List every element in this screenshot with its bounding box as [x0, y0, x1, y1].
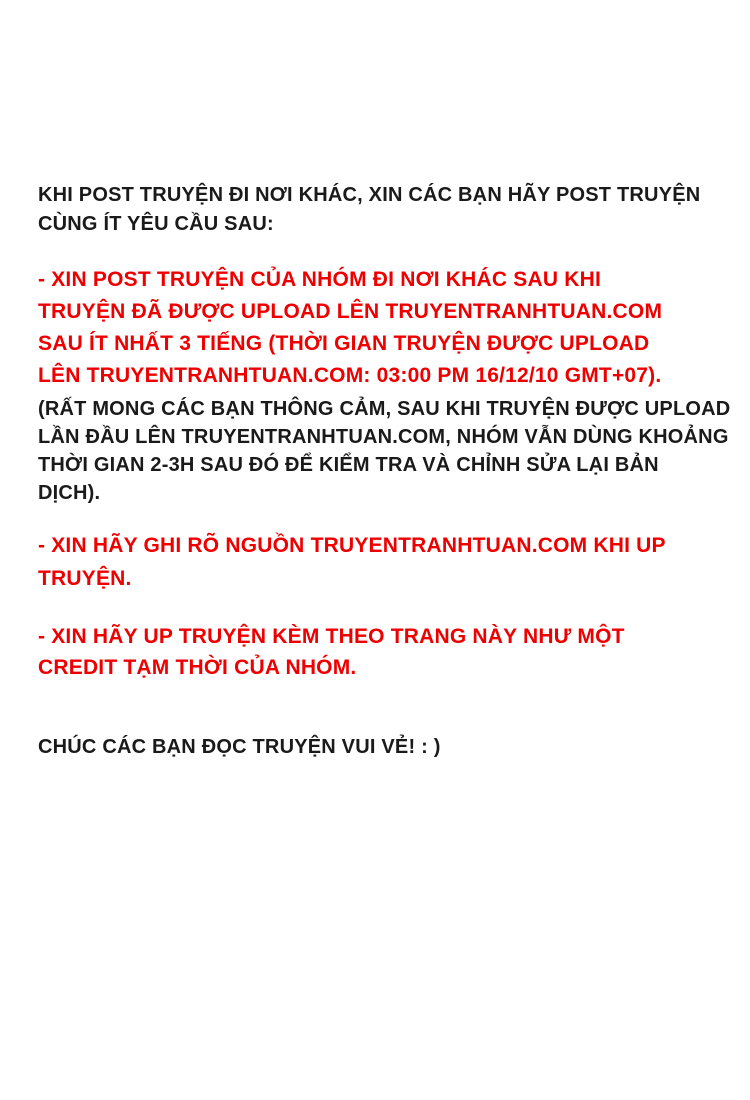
text-line: LẦN ĐẦU LÊN TRUYENTRANHTUAN.COM, NHÓM VẪN DÙNG KHOẢNG [38, 426, 729, 448]
text-line: CHÚC CÁC BẠN ĐỌC TRUYỆN VUI VẺ! : ) [38, 736, 441, 758]
text-line: TRUYỆN ĐÃ ĐƯỢC UPLOAD LÊN TRUYENTRANHTUAN.COM [38, 300, 663, 323]
text-line: THỜI GIAN 2-3H SAU ĐÓ ĐỂ KIỂM TRA VÀ CHỈNH SỬA LẠI BẢN [38, 454, 659, 476]
text-line: - XIN POST TRUYỆN CỦA NHÓM ĐI NƠI KHÁC SAU KHI [38, 268, 602, 291]
text-line: SAU ÍT NHẤT 3 TIẾNG (THỜI GIAN TRUYỆN ĐƯỢC UPLOAD [38, 332, 650, 355]
text-line: CREDIT TẠM THỜI CỦA NHÓM. [38, 656, 357, 679]
text-line: - XIN HÃY UP TRUYỆN KÈM THEO TRANG NÀY NHƯ MỘT [38, 625, 625, 648]
rule-upload-delay [38, 264, 730, 392]
text-line: KHI POST TRUYỆN ĐI NƠI KHÁC, XIN CÁC BẠN HÃY POST TRUYỆN [38, 184, 701, 206]
rule-include-credit [38, 621, 730, 683]
closing-line [38, 733, 730, 762]
text-line: DỊCH). [38, 482, 101, 504]
rule-upload-delay-note [38, 395, 730, 507]
text-line: CÙNG ÍT YÊU CẦU SAU: [38, 213, 274, 235]
text-line: (RẤT MONG CÁC BẠN THÔNG CẢM, SAU KHI TRUYỆN ĐƯỢC UPLOAD [38, 398, 731, 420]
text-line: - XIN HÃY GHI RÕ NGUỒN TRUYENTRANHTUAN.COM KHI UP [38, 534, 666, 557]
text-line: TRUYỆN. [38, 567, 132, 590]
intro-paragraph [38, 181, 730, 239]
rule-cite-source [38, 529, 730, 595]
text-line: LÊN TRUYENTRANHTUAN.COM: 03:00 PM 16/12/10 GMT+07). [38, 364, 662, 387]
